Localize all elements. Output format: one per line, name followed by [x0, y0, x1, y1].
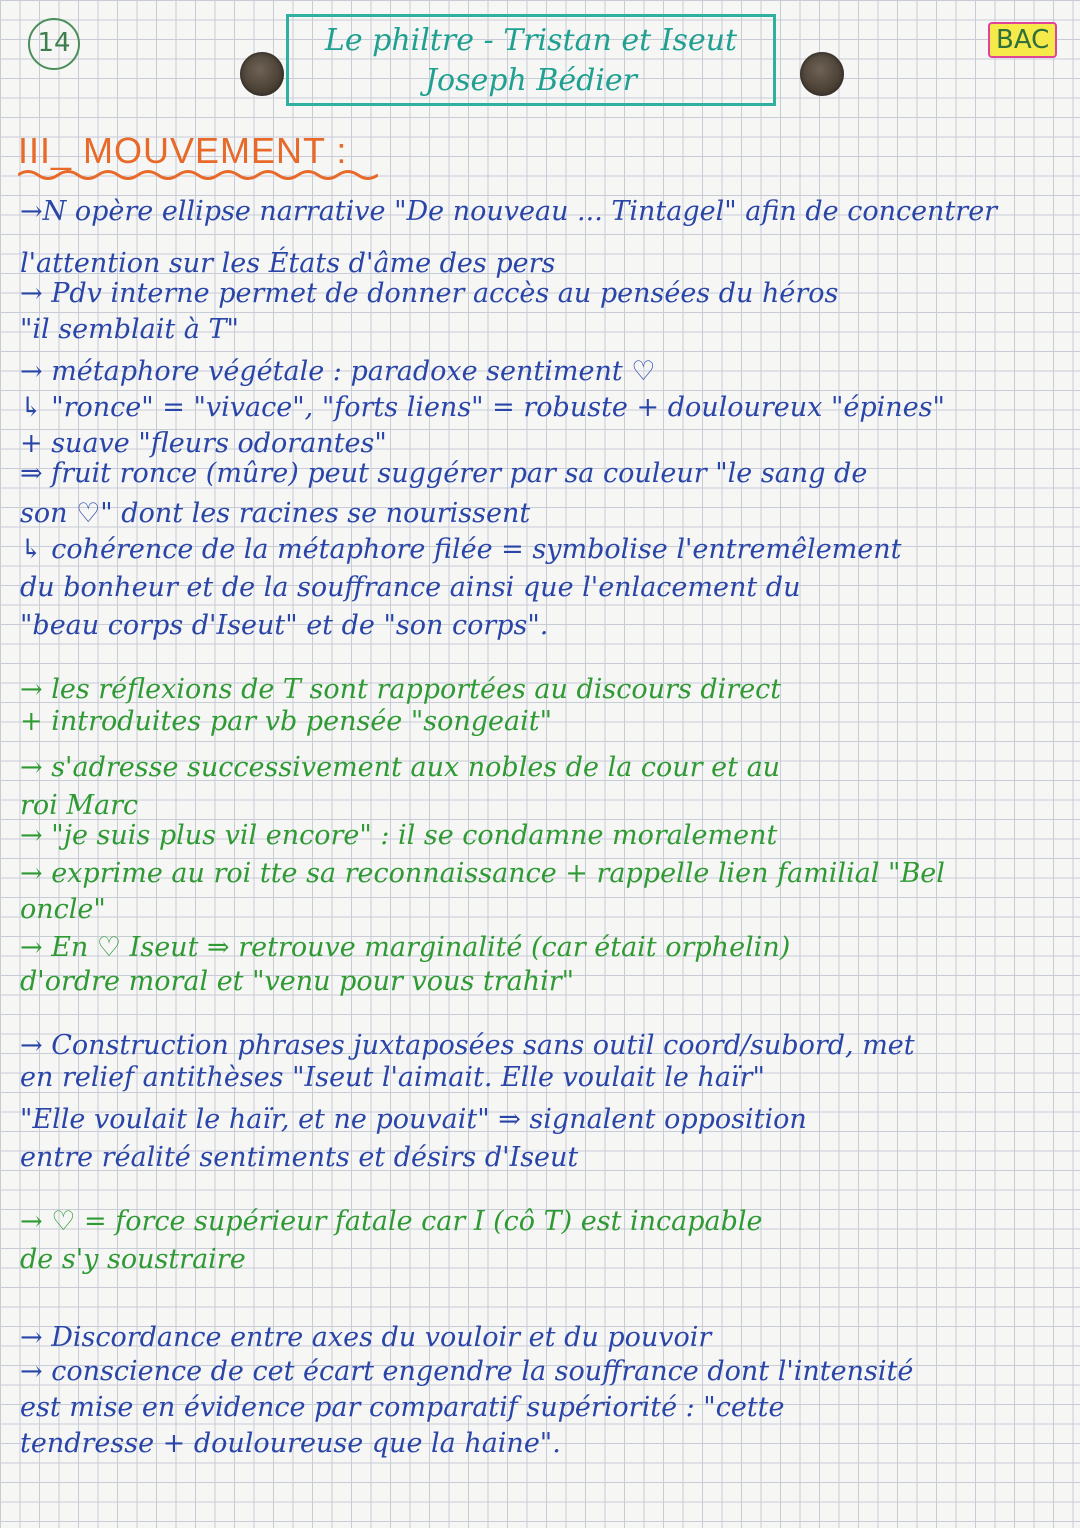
- title-box: [286, 14, 776, 106]
- note-line: "Elle voulait le haïr, et ne pouvait" ⇒ signalent opposition: [20, 1104, 807, 1135]
- note-line: → exprime au roi tte sa reconnaissance + rappelle lien familial "Bel: [20, 858, 945, 889]
- note-line: du bonheur et de la souffrance ainsi que l'enlacement du: [20, 572, 801, 603]
- note-line: ⇒ fruit ronce (mûre) peut suggérer par sa couleur "le sang de: [20, 458, 868, 489]
- note-line: → ♡ = force supérieur fatale car I (cô T) est incapable: [20, 1206, 763, 1237]
- section-heading: [18, 130, 347, 172]
- note-line: + introduites par vb pensée "songeait": [20, 706, 553, 737]
- page-number: 14: [28, 18, 80, 70]
- note-line: entre réalité sentiments et désirs d'Iseut: [20, 1142, 579, 1173]
- note-line: d'ordre moral et "venu pour vous trahir": [20, 966, 575, 997]
- note-line: → conscience de cet écart engendre la souffrance dont l'intensité: [20, 1356, 914, 1387]
- note-line: →N opère ellipse narrative "De nouveau ... Tintagel" afin de concentrer: [20, 196, 998, 227]
- note-line: roi Marc: [20, 790, 139, 821]
- note-line: de s'y soustraire: [20, 1244, 246, 1275]
- note-line: → "je suis plus vil encore" : il se condamne moralement: [20, 820, 778, 851]
- binder-hole-right: [800, 52, 844, 96]
- note-line: "il semblait à T": [20, 314, 239, 345]
- note-line: l'attention sur les États d'âme des pers: [20, 248, 556, 279]
- note-line: est mise en évidence par comparatif supériorité : "cette: [20, 1392, 785, 1423]
- note-line: → s'adresse successivement aux nobles de la cour et au: [20, 752, 781, 783]
- note-line: → Construction phrases juxtaposées sans outil coord/subord, met: [20, 1030, 915, 1061]
- note-line: + suave "fleurs odorantes": [20, 428, 387, 459]
- note-line: → les réflexions de T sont rapportées au discours direct: [20, 674, 782, 705]
- section-roman: III: [18, 130, 52, 171]
- note-line: ↳ "ronce" = "vivace", "forts liens" = robuste + douloureux "épines": [20, 392, 945, 423]
- note-line: tendresse + douloureuse que la haine".: [20, 1428, 561, 1459]
- note-line: en relief antithèses "Iseut l'aimait. Elle voulait le haïr": [20, 1062, 765, 1093]
- bac-badge: BAC: [988, 22, 1057, 58]
- note-line: oncle": [20, 894, 106, 925]
- section-title: _ MOUVEMENT :: [51, 130, 348, 171]
- note-line: son ♡" dont les racines se nourissent: [20, 498, 531, 529]
- note-line: "beau corps d'Iseut" et de "son corps".: [20, 610, 549, 641]
- note-line: → En ♡ Iseut ⇒ retrouve marginalité (car était orphelin): [20, 932, 791, 963]
- title-line-2: Joseph Bédier: [425, 63, 637, 98]
- note-line: ↳ cohérence de la métaphore filée = symbolise l'entremêlement: [20, 534, 902, 565]
- note-line: → Discordance entre axes du vouloir et du pouvoir: [20, 1322, 712, 1353]
- title-line-1: Le philtre - Tristan et Iseut: [324, 23, 738, 58]
- note-line: → métaphore végétale : paradoxe sentiment ♡: [20, 356, 656, 387]
- binder-hole-left: [240, 52, 284, 96]
- heading-underline: [18, 168, 378, 182]
- note-line: → Pdv interne permet de donner accès au pensées du héros: [20, 278, 839, 309]
